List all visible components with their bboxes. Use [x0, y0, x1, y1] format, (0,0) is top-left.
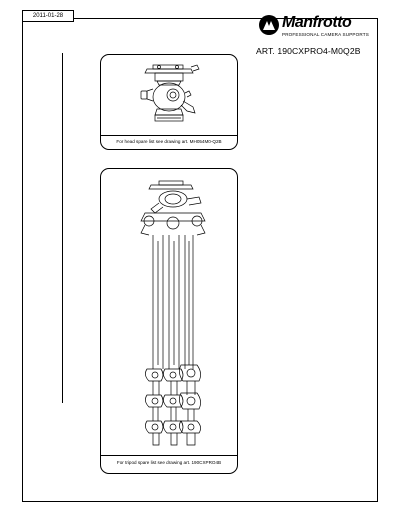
tripod-panel	[100, 168, 238, 474]
date-stamp: 2011-01-28	[22, 10, 74, 22]
tripod-caption-divider	[101, 455, 237, 456]
brand-name: Manfrotto	[282, 14, 352, 31]
article-number: ART. 190CXPRO4-M0Q2B	[256, 46, 361, 56]
tripod-caption: For tripod spare list see drawing art. 190CXPRO4B	[116, 460, 222, 465]
ball-head-drawing	[101, 55, 237, 135]
manfrotto-logo-icon	[258, 14, 280, 36]
head-caption: For head spare list see drawing art. MH054M0-Q2B	[116, 139, 222, 144]
head-panel	[100, 54, 238, 150]
brand-logo	[258, 14, 368, 44]
connector-line	[62, 53, 63, 403]
head-caption-divider	[101, 135, 237, 136]
tripod-drawing	[101, 169, 237, 459]
brand-tagline: PROFESSIONAL CAMERA SUPPORTS	[282, 32, 369, 37]
